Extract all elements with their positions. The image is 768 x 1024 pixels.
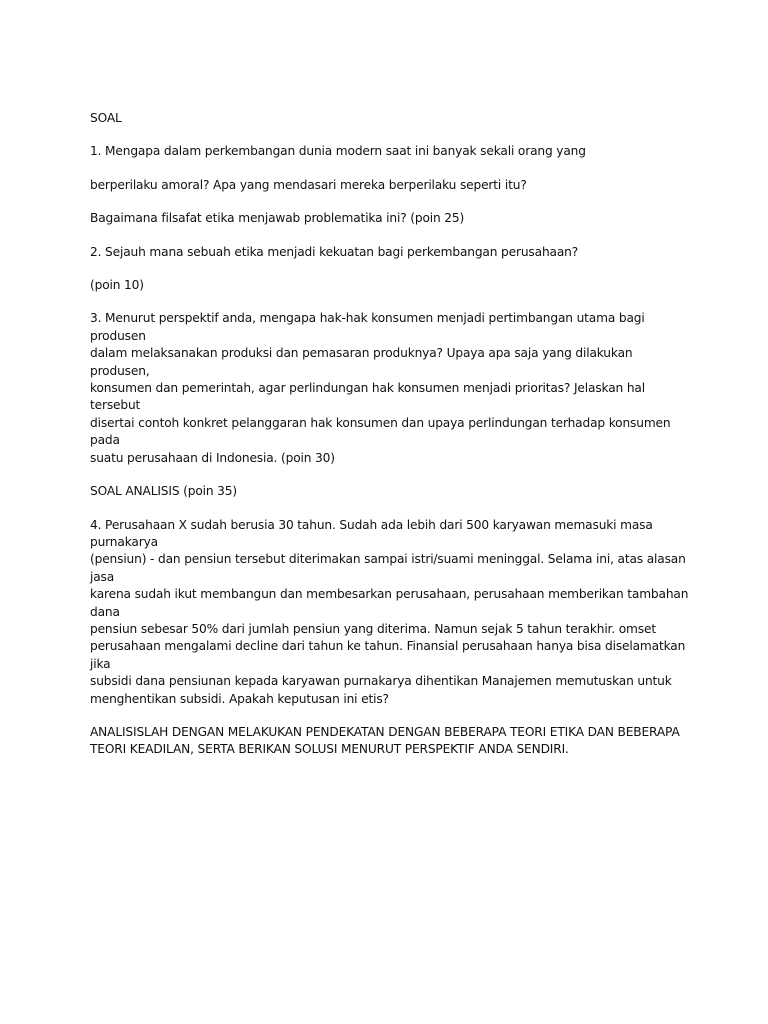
document-body (90, 110, 690, 775)
analysis-instruction: ANALISISLAH DENGAN MELAKUKAN PENDEKATAN DENGAN BEBERAPA TEORI ETIKA DAN BEBERAPA TEORI KEADILAN, SERTA BERIKAN SOLUSI MENURUT PERSPEKTIF ANDA SENDIRI. (90, 724, 680, 757)
question-3: 3. Menurut perspektif anda, mengapa hak-hak konsumen menjadi pertimbangan utama bagi produsen dalam melaksanakan produksi dan pemasaran produknya? Upaya apa saja yang dilakukan produsen, konsumen dan pemerintah, agar perlindungan hak konsumen menjadi prioritas? Jelaskan hal tersebut disertai contoh konkret pelanggaran hak konsumen dan upaya perlindungan terhadap konsumen pada suatu perusahaan di Indonesia. (poin 30) (90, 311, 671, 465)
question-2-points: (poin 10) (90, 278, 144, 293)
question-4: 4. Perusahaan X sudah berusia 30 tahun. Sudah ada lebih dari 500 karyawan memasuki masa purnakarya (pensiun) - dan pensiun tersebut diterimakan sampai istri/suami meninggal. Selama ini, atas alasan jasa karena sudah ikut membangun dan membesarkan perusahaan, perusahaan memberikan tambahan dana pensiun sebesar 50% dari jumlah pensiun yang diterima. Namun sejak 5 tahun terakhir. omset perusahaan mengalami decline dari tahun ke tahun. Finansial perusahaan hanya bisa diselamatkan jika subsidi dana pensiunan kepada karyawan purnakarya dihentikan Manajemen memutuskan untuk menghentikan subsidi. Apakah keputusan ini etis? (90, 517, 689, 706)
question-1-line-3: Bagaimana filsafat etika menjawab problematika ini? (poin 25) (90, 211, 465, 226)
section-heading-soal: SOAL (90, 111, 122, 125)
question-2: 2. Sejauh mana sebuah etika menjadi kekuatan bagi perkembangan perusahaan? (90, 244, 579, 259)
section-heading-soal-analisis: SOAL ANALISIS (poin 35) (90, 484, 237, 499)
question-1-line-1: 1. Mengapa dalam perkembangan dunia modern saat ini banyak sekali orang yang (90, 144, 586, 159)
question-1-line-2: berperilaku amoral? Apa yang mendasari mereka berperilaku seperti itu? (90, 177, 527, 192)
